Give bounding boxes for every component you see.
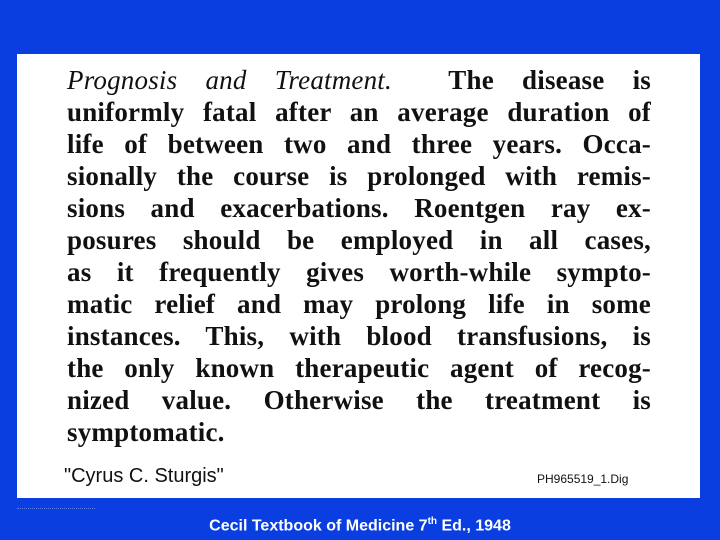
citation-caption: [0, 516, 720, 535]
excerpt-line: symptomatic.: [67, 417, 225, 447]
section-heading: Prognosis and Treatment.: [67, 65, 392, 95]
excerpt-line: sionally the course is prolonged with remis-: [67, 161, 651, 191]
citation-text: Cecil Textbook of Medicine 7: [209, 517, 428, 535]
excerpt-line: the only known therapeutic agent of recog-: [67, 353, 651, 383]
citation-edition: Ed., 1948: [437, 517, 511, 535]
file-id: PH965519_1.Dig: [537, 472, 629, 486]
excerpt-line: uniformly fatal after an average duration of: [67, 97, 651, 127]
scanned-text-panel: [17, 54, 700, 498]
author-name: "Cyrus C. Sturgis": [64, 465, 224, 487]
excerpt-line: posures should be employed in all cases,: [67, 225, 651, 255]
excerpt-line: matic relief and may prolong life in some: [67, 289, 651, 319]
excerpt-line: sions and exacerbations. Roentgen ray ex-: [67, 193, 651, 223]
excerpt-line-0: The disease is: [448, 65, 651, 95]
excerpt-line: life of between two and three years. Occa-: [67, 129, 651, 159]
excerpt-line: as it frequently gives worth-while sympto-: [67, 257, 651, 287]
excerpt-first-line: [67, 64, 651, 96]
citation-superscript: th: [427, 516, 438, 527]
excerpt-line: nized value. Otherwise the treatment is: [67, 385, 651, 415]
textbook-excerpt: [67, 64, 651, 448]
decorative-mark: [17, 508, 95, 513]
excerpt-line: instances. This, with blood transfusions, is: [67, 321, 651, 351]
